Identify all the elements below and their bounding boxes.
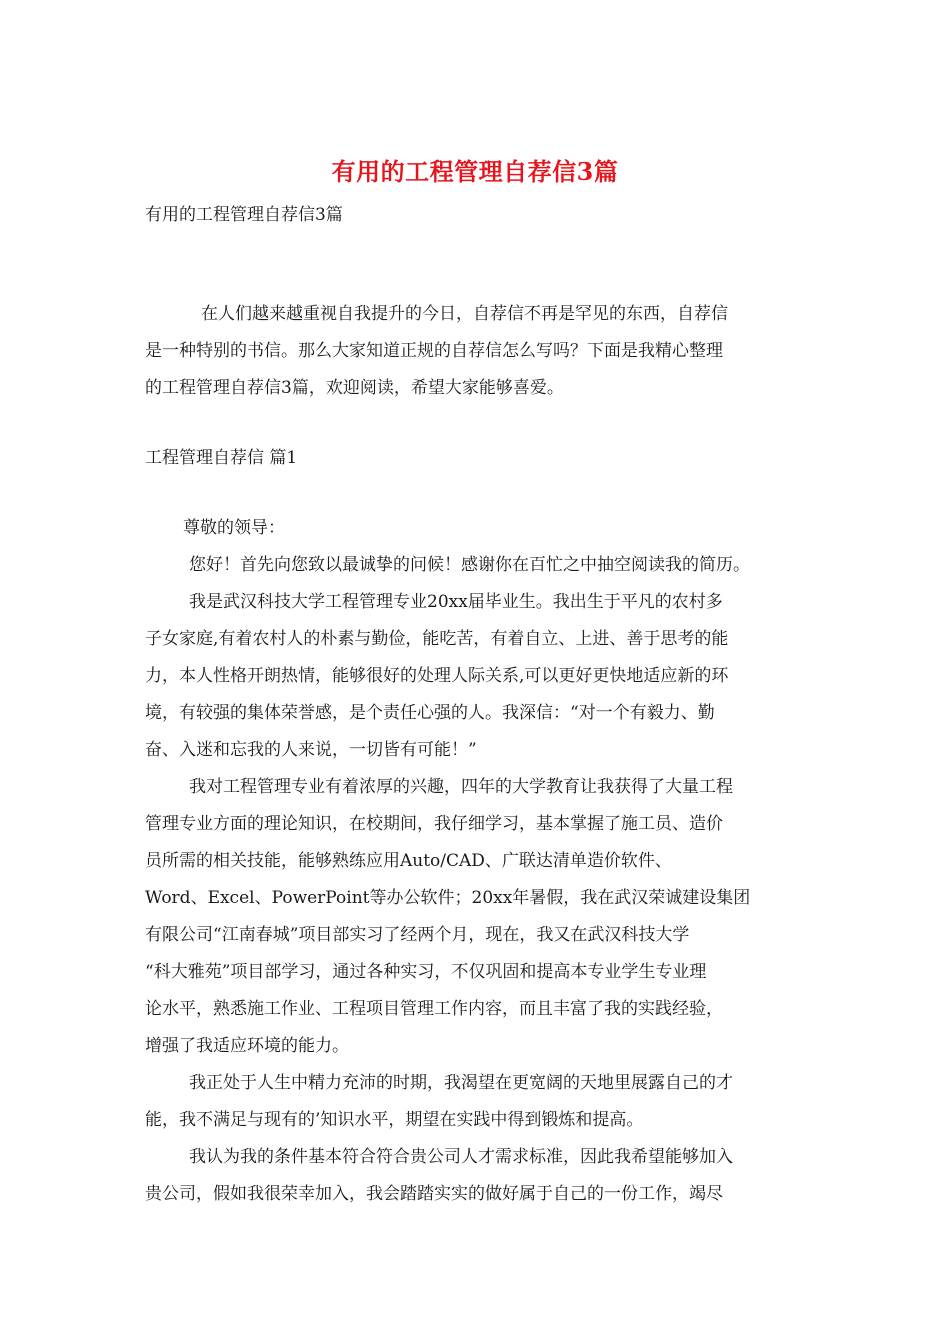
paragraph-line: “科大雅苑”项目部学习，通过各种实习，不仅巩固和提高本专业学生专业理 bbox=[145, 962, 707, 982]
section-heading bbox=[145, 440, 825, 477]
paragraph-line: 境，有较强的集体荣誉感，是个责任心强的人。我深信：“对一个有毅力、勤 bbox=[145, 703, 715, 723]
paragraph-line: 力，本人性格开朗热情，能够很好的处理人际关系,可以更好更快地适应新的环 bbox=[145, 666, 729, 686]
letter-body bbox=[145, 510, 825, 1213]
paragraph-line: 子女家庭,有着农村人的朴素与勤俭，能吃苦，有着自立、上进、善于思考的能 bbox=[145, 629, 729, 649]
paragraph-line: Word、Excel、PowerPoint等办公软件；20xx年暑假，我在武汉荣诚建设集团 bbox=[145, 888, 751, 908]
paragraph-line: 我认为我的条件基本符合符合贵公司人才需求标准，因此我希望能够加入 bbox=[189, 1147, 733, 1167]
paragraph-line: 在人们越来越重视自我提升的今日，自荐信不再是罕见的东西，自荐信 bbox=[201, 304, 728, 324]
paragraph-line: 论水平，熟悉施工作业、工程项目管理工作内容，而且丰富了我的实践经验， bbox=[145, 999, 723, 1019]
paragraph-line: 员所需的相关技能，能够熟练应用Auto/CAD、广联达清单造价软件、 bbox=[145, 851, 672, 871]
paragraph-line: 是一种特别的书信。那么大家知道正规的自荐信怎么写吗？下面是我精心整理 bbox=[145, 341, 723, 361]
paragraph-line: 奋、入迷和忘我的人来说，一切皆有可能！” bbox=[145, 740, 477, 760]
paragraph-line: 增强了我适应环境的能力。 bbox=[145, 1036, 349, 1056]
intro-paragraph bbox=[145, 296, 825, 407]
paragraph-line: 我对工程管理专业有着浓厚的兴趣，四年的大学教育让我获得了大量工程 bbox=[189, 777, 733, 797]
document-title: 有用的工程管理自荐信3篇 bbox=[331, 157, 619, 186]
section-heading-text: 工程管理自荐信 篇1 bbox=[145, 448, 298, 468]
paragraph-line: 有限公司“江南春城”项目部实习了经两个月，现在，我又在武汉科技大学 bbox=[145, 925, 690, 945]
document-subtitle: 有用的工程管理自荐信3篇 bbox=[145, 205, 343, 225]
hello-line: 您好！首先向您致以最诚挚的问候！感谢你在百忙之中抽空阅读我的简历。 bbox=[189, 555, 750, 575]
greeting: 尊敬的领导： bbox=[183, 518, 285, 538]
paragraph-line: 我是武汉科技大学工程管理专业20xx届毕业生。我出生于平凡的农村多 bbox=[189, 592, 723, 612]
paragraph-line: 贵公司，假如我很荣幸加入，我会踏踏实实的做好属于自己的一份工作，竭尽 bbox=[145, 1184, 723, 1204]
paragraph-line: 的工程管理自荐信3篇，欢迎阅读，希望大家能够喜爱。 bbox=[145, 378, 564, 398]
paragraph-line: 能，我不满足与现有的’知识水平，期望在实践中得到锻炼和提高。 bbox=[145, 1110, 644, 1130]
paragraph-line: 管理专业方面的理论知识，在校期间，我仔细学习，基本掌握了施工员、造价 bbox=[145, 814, 723, 834]
paragraph-line: 我正处于人生中精力充沛的时期，我渴望在更宽阔的天地里展露自己的才 bbox=[189, 1073, 733, 1093]
